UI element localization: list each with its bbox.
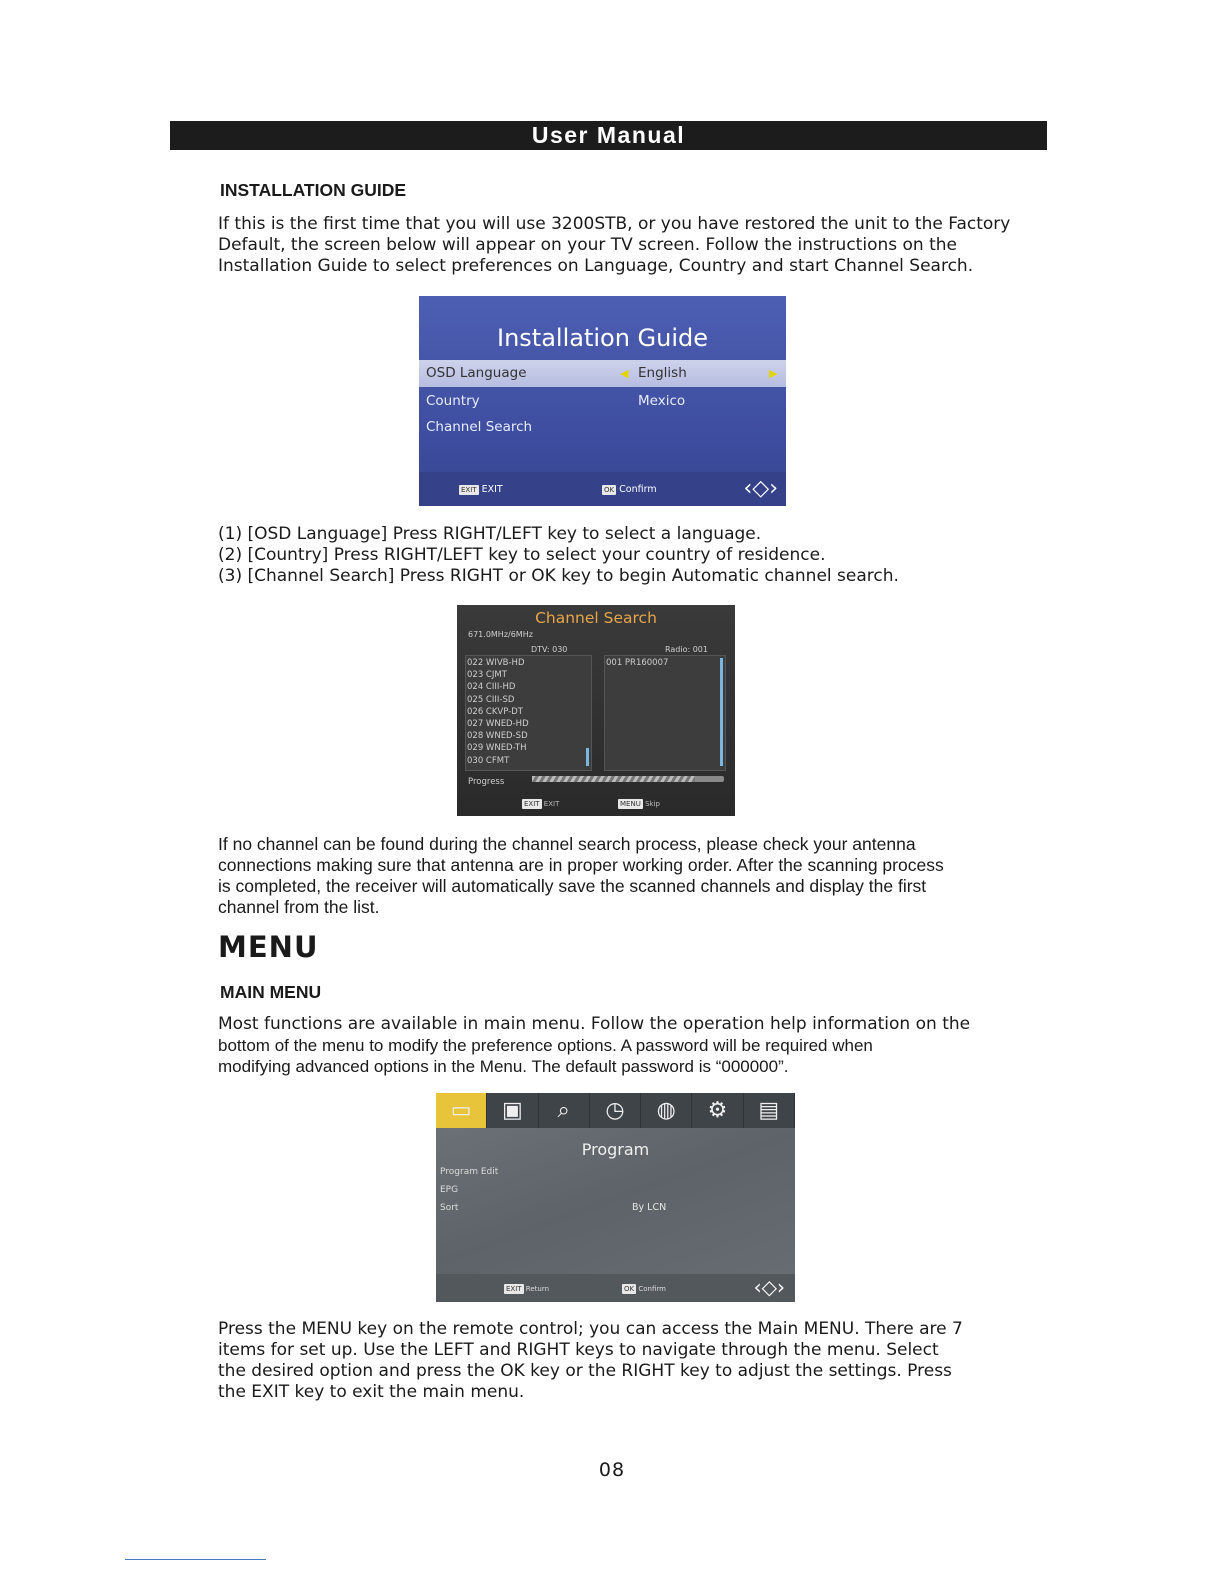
radio-list-panel bbox=[604, 655, 726, 771]
exit-label: EXIT bbox=[543, 800, 560, 808]
exit-label: EXIT bbox=[481, 484, 503, 495]
text-line: connections making sure that antenna are in proper working order. After the scanning process bbox=[218, 855, 944, 875]
after-search-text bbox=[218, 834, 944, 918]
option-icon[interactable]: ◍ bbox=[641, 1093, 692, 1128]
row-value: English bbox=[638, 365, 687, 381]
channel-search-row[interactable] bbox=[419, 414, 786, 441]
list-item: 001 PR160007 bbox=[606, 658, 669, 668]
intro-line: If this is the first time that you will use 3200STB, or you have restored the unit to the Factory bbox=[218, 214, 1011, 234]
exit-hint bbox=[459, 484, 503, 495]
menu-heading: MENU bbox=[218, 930, 319, 964]
osd-language-row[interactable] bbox=[419, 360, 786, 387]
step-line: (2) [Country] Press RIGHT/LEFT key to select your country of residence. bbox=[218, 545, 826, 565]
exit-key-icon: EXIT bbox=[524, 800, 540, 808]
list-item: 025 CIII-SD bbox=[467, 694, 515, 705]
intro-line: Default, the screen below will appear on your TV screen. Follow the instructions on the bbox=[218, 235, 957, 255]
channel-search-screen bbox=[457, 605, 735, 816]
channel-search-icon[interactable]: ⌕ bbox=[539, 1093, 590, 1128]
installation-heading: INSTALLATION GUIDE bbox=[220, 180, 407, 200]
list-item: 028 WNED-SD bbox=[467, 731, 528, 742]
list-item: 027 WNED-HD bbox=[467, 719, 529, 730]
return-hint bbox=[504, 1284, 549, 1294]
main-menu-screen bbox=[436, 1093, 795, 1302]
row-value: Mexico bbox=[638, 393, 686, 409]
left-arrow-icon: ◀ bbox=[620, 367, 629, 380]
screen-title: Installation Guide bbox=[496, 324, 709, 352]
confirm-hint bbox=[622, 1284, 666, 1294]
exit-key-icon: EXIT bbox=[461, 485, 477, 494]
text-line: the desired option and press the OK key or the RIGHT key to adjust the settings. Press bbox=[218, 1361, 952, 1381]
text-line: the EXIT key to exit the main menu. bbox=[218, 1382, 525, 1402]
menu-item-epg[interactable]: EPG bbox=[440, 1185, 459, 1195]
row-label: Country bbox=[426, 393, 480, 409]
list-item: 024 CIII-HD bbox=[467, 682, 516, 693]
skip-label: Skip bbox=[645, 800, 660, 808]
menu-item-program-edit[interactable]: Program Edit bbox=[440, 1167, 499, 1177]
list-item: 030 CFMT bbox=[467, 755, 510, 766]
radio-channel-list bbox=[606, 657, 668, 669]
menu-item-sort[interactable]: Sort bbox=[440, 1203, 459, 1213]
ok-key-icon: OK bbox=[624, 1285, 635, 1293]
picture-icon[interactable]: ▣ bbox=[487, 1093, 538, 1128]
return-label: Return bbox=[525, 1285, 550, 1293]
list-item: 026 CKVP-DT bbox=[467, 706, 523, 717]
scrollbar[interactable] bbox=[586, 748, 589, 766]
progress-fill bbox=[532, 776, 695, 782]
menu-key-icon: MENU bbox=[620, 800, 641, 808]
exit-hint bbox=[522, 799, 559, 809]
confirm-label: Confirm bbox=[619, 484, 657, 495]
program-icon[interactable]: ▭ bbox=[436, 1093, 487, 1128]
main-menu-heading: MAIN MENU bbox=[220, 982, 322, 1002]
radio-count: Radio: 001 bbox=[665, 645, 708, 654]
page-header: User Manual bbox=[170, 121, 1047, 150]
exit-key-icon: EXIT bbox=[506, 1285, 522, 1293]
installation-steps bbox=[218, 524, 899, 587]
text-line: If no channel can be found during the channel search process, please check your antenna bbox=[218, 834, 916, 854]
intro-line: modifying advanced options in the Menu. The default password is “000000”. bbox=[218, 1057, 789, 1076]
menu-icon-bar bbox=[436, 1093, 795, 1128]
ok-key-icon: OK bbox=[604, 485, 615, 494]
sort-value: By LCN bbox=[632, 1202, 667, 1213]
navigation-arrows-icon: ‹◇› bbox=[743, 476, 778, 501]
intro-line: Most functions are available in main menu. Follow the operation help information on the bbox=[218, 1014, 971, 1034]
intro-line: bottom of the menu to modify the preference options. A password will be required when bbox=[218, 1036, 873, 1055]
list-item: 023 CJMT bbox=[467, 670, 507, 681]
usb-icon[interactable]: ▤ bbox=[744, 1093, 795, 1128]
frequency-readout: 671.0MHz/6MHz bbox=[468, 630, 533, 639]
progress-bar bbox=[532, 776, 724, 782]
step-line: (3) [Channel Search] Press RIGHT or OK key to begin Automatic channel search. bbox=[218, 566, 899, 586]
screen-title: Channel Search bbox=[535, 609, 657, 627]
scrollbar[interactable] bbox=[720, 658, 723, 766]
time-icon[interactable]: ◷ bbox=[590, 1093, 641, 1128]
dtv-channel-list bbox=[467, 657, 529, 767]
confirm-hint bbox=[602, 484, 657, 495]
footer-rule bbox=[125, 1559, 266, 1560]
menu-intro bbox=[218, 1014, 970, 1077]
progress-label: Progress bbox=[468, 777, 505, 787]
skip-hint bbox=[618, 799, 660, 809]
row-label: OSD Language bbox=[426, 365, 527, 381]
list-item: 022 WIVB-HD bbox=[467, 658, 525, 668]
page-number: 08 bbox=[598, 1459, 626, 1481]
navigation-arrows-icon: ‹◇› bbox=[753, 1275, 785, 1299]
system-icon[interactable]: ⚙ bbox=[692, 1093, 743, 1128]
text-line: items for set up. Use the LEFT and RIGHT keys to navigate through the menu. Select bbox=[218, 1340, 939, 1360]
row-label: Channel Search bbox=[426, 419, 533, 435]
step-line: (1) [OSD Language] Press RIGHT/LEFT key to select a language. bbox=[218, 524, 762, 544]
installation-guide-screen bbox=[419, 296, 786, 506]
confirm-label: Confirm bbox=[638, 1285, 666, 1293]
dtv-count: DTV: 030 bbox=[531, 645, 568, 654]
intro-line: Installation Guide to select preferences on Language, Country and start Channel Search. bbox=[218, 256, 974, 276]
installation-intro bbox=[218, 214, 1010, 277]
screen-title: Program bbox=[581, 1140, 650, 1159]
help-bar bbox=[436, 1274, 795, 1302]
country-row[interactable] bbox=[419, 388, 786, 415]
text-line: is completed, the receiver will automatically save the scanned channels and display the first bbox=[218, 876, 927, 896]
right-arrow-icon: ▶ bbox=[769, 367, 778, 380]
text-line: Press the MENU key on the remote control; you can access the Main MENU. There are 7 bbox=[218, 1319, 963, 1339]
list-item: 029 WNED-TH bbox=[467, 743, 527, 754]
menu-outro bbox=[218, 1319, 963, 1403]
text-line: channel from the list. bbox=[218, 897, 380, 917]
help-bar bbox=[419, 472, 786, 506]
